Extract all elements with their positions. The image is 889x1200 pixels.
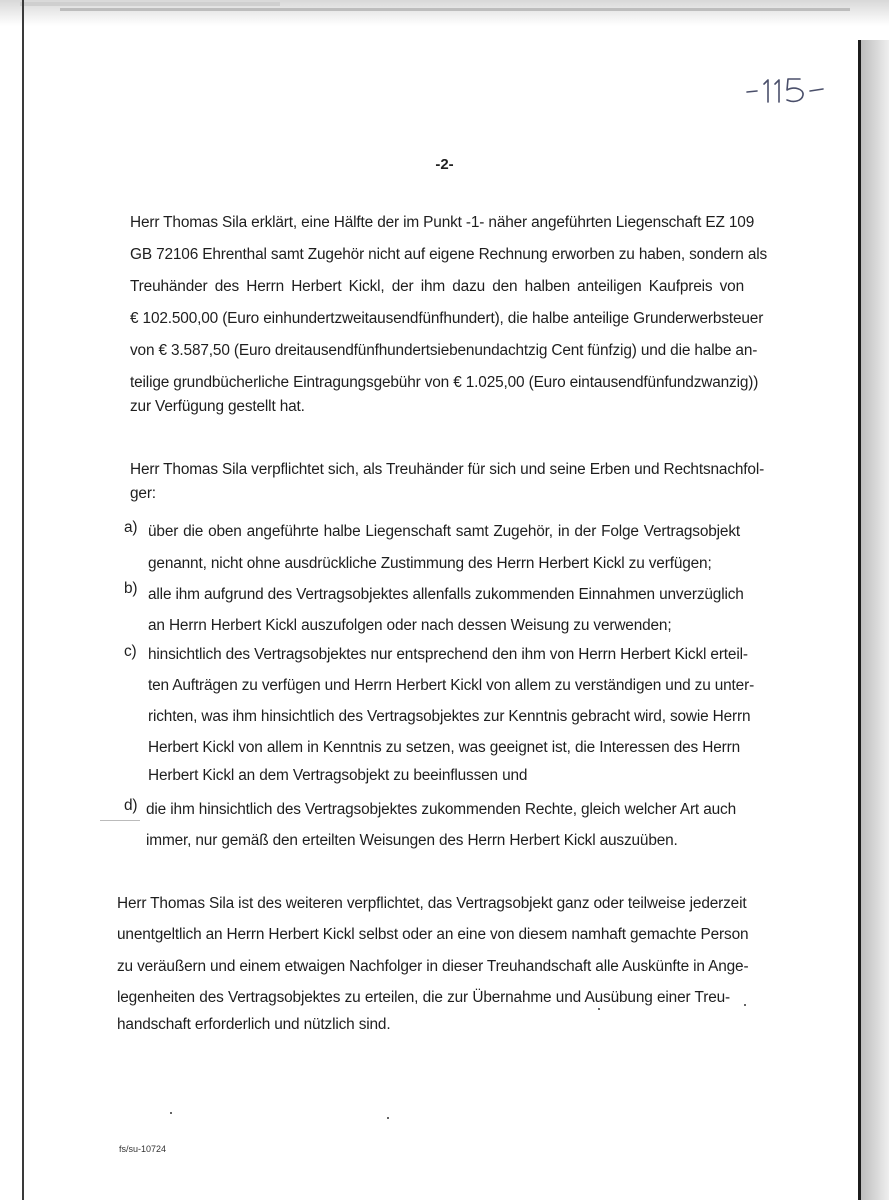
paragraph-line: von € 3.587,50 (Euro dreitausendfünfhundertsiebenundachtzig Cent fünfzig) und die halbe an- (130, 342, 758, 359)
list-item-line: über die oben angeführte halbe Liegenschaft samt Zugehör, in der Folge Vertragsobjekt (148, 523, 740, 540)
scan-artifact (170, 1112, 172, 1114)
scan-top-edge-line (60, 8, 850, 11)
paragraph-line: zu veräußern und einem etwaigen Nachfolger in dieser Treuhandschaft alle Auskünfte in Ange- (117, 958, 749, 975)
list-item-line: an Herrn Herbert Kickl auszufolgen oder nach dessen Weisung zu verwenden; (148, 617, 672, 634)
list-item-line: Herbert Kickl an dem Vertragsobjekt zu beeinflussen und (148, 767, 528, 784)
list-label-c: c) (124, 643, 137, 660)
paragraph-line: € 102.500,00 (Euro einhundertzweitausendfünfhundert), die halbe anteilige Grunderwerbsteuer (130, 310, 764, 327)
page-number: -2- (435, 156, 454, 173)
page-left-edge (22, 0, 24, 1200)
paragraph-line: ger: (130, 485, 156, 502)
list-item-line: Herbert Kickl von allem in Kenntnis zu setzen, was geeignet ist, die Interessen des Herrn (148, 739, 740, 756)
handwritten-folio-number (744, 68, 844, 108)
paragraph-line: teilige grundbücherliche Eintragungsgebühr von € 1.025,00 (Euro eintausendfünfundzwanzig)) (130, 374, 759, 391)
list-item-line: alle ihm aufgrund des Vertragsobjektes allenfalls zukommenden Einnahmen unverzüglich (148, 586, 744, 603)
paragraph-line: GB 72106 Ehrenthal samt Zugehör nicht auf eigene Rechnung erworben zu haben, sondern als (130, 246, 768, 263)
list-item-line: die ihm hinsichtlich des Vertragsobjektes zukommenden Rechte, gleich welcher Art auch (146, 801, 736, 818)
list-item-line: hinsichtlich des Vertragsobjektes nur entsprechend den ihm von Herrn Herbert Kickl erteil- (148, 646, 748, 663)
list-label-d: d) (124, 797, 138, 814)
paragraph-line: Herr Thomas Sila verpflichtet sich, als Treuhänder für sich und seine Erben und Rechtsnachfol- (130, 461, 765, 478)
scan-artifact (100, 820, 140, 821)
paragraph-line: unentgeltlich an Herrn Herbert Kickl selbst oder an eine von diesem namhaft gemachte Person (117, 926, 749, 943)
scan-artifact (387, 1117, 389, 1119)
paragraph-line: zur Verfügung gestellt hat. (130, 398, 305, 415)
scan-artifact (744, 1004, 746, 1006)
scan-artifact (598, 1008, 600, 1010)
list-item-line: ten Aufträgen zu verfügen und Herrn Herbert Kickl von allem zu verständigen und zu unter- (148, 677, 755, 694)
list-label-b: b) (124, 580, 138, 597)
handwritten-folio-text: -115- (744, 68, 747, 69)
list-item-line: genannt, nicht ohne ausdrückliche Zustimmung des Herrn Herbert Kickl zu verfügen; (148, 555, 712, 572)
scan-right-shadow (861, 40, 889, 1200)
list-label-a: a) (124, 519, 138, 536)
list-item-line: richten, was ihm hinsichtlich des Vertragsobjektes zur Kenntnis gebracht wird, sowie Herrn (148, 708, 751, 725)
list-item-line: immer, nur gemäß den erteilten Weisungen des Herrn Herbert Kickl auszuüben. (146, 832, 678, 849)
paragraph-line: Herr Thomas Sila ist des weiteren verpflichtet, das Vertragsobjekt ganz oder teilweise jederzeit (117, 895, 747, 912)
paragraph-line: Herr Thomas Sila erklärt, eine Hälfte der im Punkt -1- näher angeführten Liegenschaft EZ 109 (130, 214, 755, 231)
scan-top-edge-mark (20, 2, 280, 6)
document-reference-code: fs/su-10724 (119, 1144, 167, 1154)
paragraph-line: handschaft erforderlich und nützlich sind. (117, 1016, 391, 1033)
paragraph-line: Treuhänder des Herrn Herbert Kickl, der ihm dazu den halben anteiligen Kaufpreis von (130, 278, 744, 295)
paragraph-line: legenheiten des Vertragsobjektes zu erteilen, die zur Übernahme und Ausübung einer Treu- (117, 989, 730, 1006)
